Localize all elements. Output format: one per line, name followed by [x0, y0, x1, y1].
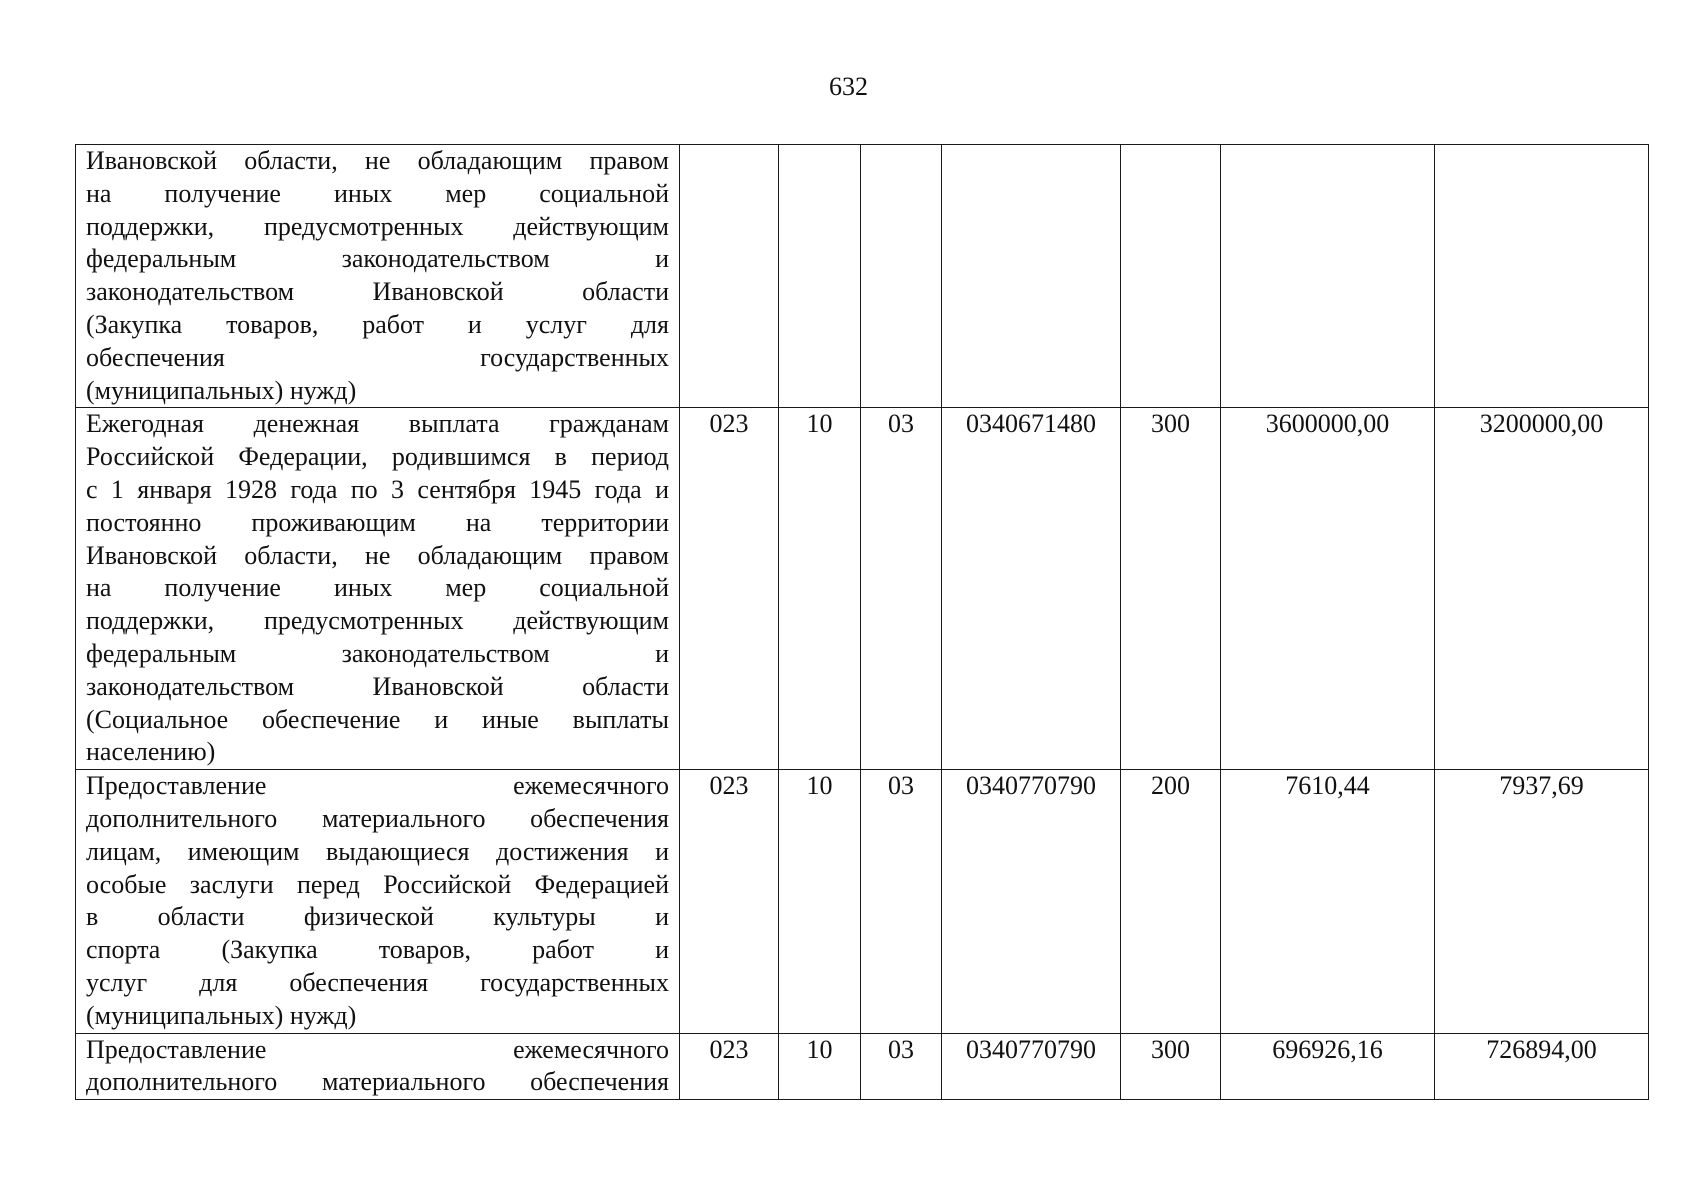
- row-description: [76, 408, 680, 770]
- cell-sum-1: 696926,16: [1221, 1033, 1435, 1100]
- description-line: (муниципальных) нужд): [86, 1000, 357, 1030]
- description-line: на получение иных мер социальной: [86, 178, 669, 208]
- description-line: поддержки, предусмотренных действующим: [86, 211, 669, 241]
- description-line: законодательством Ивановской области: [86, 671, 669, 701]
- table-row: [76, 770, 1649, 1033]
- cell-vr: [1121, 145, 1221, 408]
- cell-vr: 300: [1121, 1033, 1221, 1100]
- description-line: дополнительного материального обеспечения: [86, 803, 669, 833]
- description-line: Российской Федерации, родившимся в период: [86, 442, 669, 472]
- cell-ved: [680, 145, 779, 408]
- description-line: Предоставление ежемесячного: [86, 1034, 669, 1064]
- description-line: на получение иных мер социальной: [86, 573, 669, 603]
- page-number: 632: [829, 72, 868, 101]
- cell-rz: 10: [779, 770, 861, 1033]
- table-body: [76, 145, 1649, 1100]
- description-line: (Закупка товаров, работ и услуг для: [86, 309, 669, 339]
- description-line: с 1 января 1928 года по 3 сентября 1945 года и: [86, 474, 669, 504]
- cell-pr: 03: [861, 408, 942, 770]
- cell-csr: 0340671480: [942, 408, 1121, 770]
- description-line: обеспечения государственных: [86, 342, 669, 372]
- description-line: федеральным законодательством и: [86, 638, 669, 668]
- description-line: дополнительного материального обеспечения: [86, 1067, 669, 1097]
- description-line: услуг для обеспечения государственных: [86, 967, 669, 997]
- description-line: Предоставление ежемесячного: [86, 771, 669, 801]
- row-description: [76, 145, 680, 408]
- cell-pr: 03: [861, 1033, 942, 1100]
- description-line: федеральным законодательством и: [86, 244, 669, 274]
- description-line: Ежегодная денежная выплата гражданам: [86, 409, 669, 439]
- description-line: законодательством Ивановской области: [86, 277, 669, 307]
- description-line: особые заслуги перед Российской Федерацией: [86, 869, 669, 899]
- cell-sum-2: 726894,00: [1435, 1033, 1649, 1100]
- cell-ved: 023: [680, 408, 779, 770]
- cell-sum-1: 3600000,00: [1221, 408, 1435, 770]
- cell-rz: [779, 145, 861, 408]
- description-line: (муниципальных) нужд): [86, 375, 357, 405]
- row-description: [76, 770, 680, 1033]
- cell-vr: 300: [1121, 408, 1221, 770]
- table-row: [76, 145, 1649, 408]
- cell-sum-1: [1221, 145, 1435, 408]
- cell-rz: 10: [779, 1033, 861, 1100]
- description-line: (Социальное обеспечение и иные выплаты: [86, 704, 669, 734]
- description-line: населению): [86, 737, 216, 767]
- description-line: лицам, имеющим выдающиеся достижения и: [86, 836, 669, 866]
- row-description: [76, 1033, 680, 1100]
- description-line: в области физической культуры и: [86, 902, 669, 932]
- cell-ved: 023: [680, 770, 779, 1033]
- cell-csr: [942, 145, 1121, 408]
- cell-csr: 0340770790: [942, 1033, 1121, 1100]
- cell-sum-2: 7937,69: [1435, 770, 1649, 1033]
- table-row: [76, 408, 1649, 770]
- cell-pr: [861, 145, 942, 408]
- cell-sum-1: 7610,44: [1221, 770, 1435, 1033]
- budget-table: [75, 144, 1649, 1100]
- cell-pr: 03: [861, 770, 942, 1033]
- cell-sum-2: [1435, 145, 1649, 408]
- description-line: спорта (Закупка товаров, работ и: [86, 935, 669, 965]
- description-line: поддержки, предусмотренных действующим: [86, 606, 669, 636]
- cell-sum-2: 3200000,00: [1435, 408, 1649, 770]
- description-line: постоянно проживающим на территории: [86, 507, 669, 537]
- description-line: Ивановской области, не обладающим правом: [86, 540, 669, 570]
- cell-ved: 023: [680, 1033, 779, 1100]
- description-line: Ивановской области, не обладающим правом: [86, 146, 669, 175]
- cell-vr: 200: [1121, 770, 1221, 1033]
- cell-rz: 10: [779, 408, 861, 770]
- cell-csr: 0340770790: [942, 770, 1121, 1033]
- table-row: [76, 1033, 1649, 1100]
